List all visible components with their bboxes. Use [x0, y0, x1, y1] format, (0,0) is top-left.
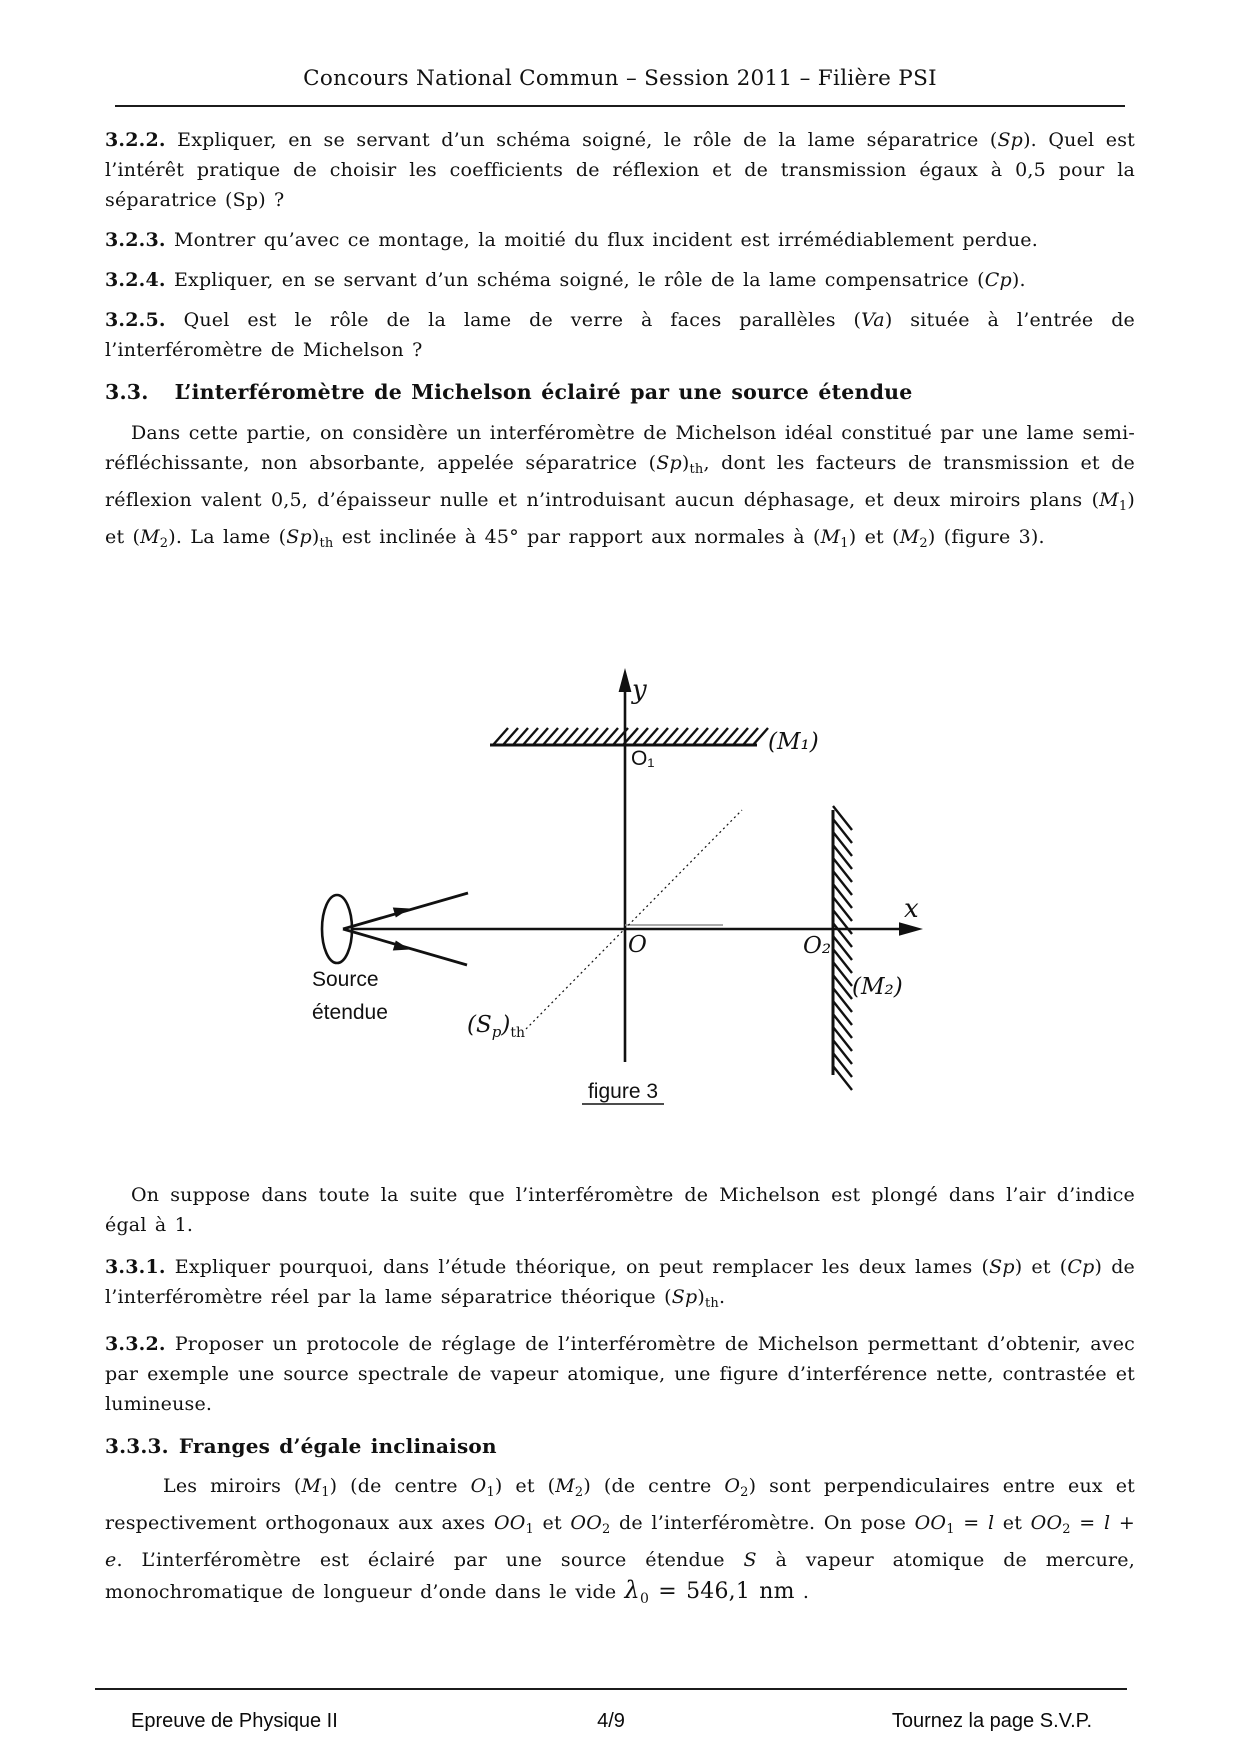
- beamsplitter-line: [526, 810, 742, 1029]
- text-column-top: [105, 125, 1135, 569]
- paragraph-3-3-1: 3.3.1. Expliquer pourquoi, dans l’étude théorique, on peut remplacer les deux lames (Sp) et (Cp) de l’interféromètre réel par la lame séparatrice théorique $(Sp)_{th}$.: [105, 1256, 1135, 1311]
- section-title: Franges d’égale inclinaison: [178, 1434, 497, 1458]
- paragraph-3-3-2: 3.3.2. Proposer un protocole de réglage de l’interféromètre de Michelson permettant d’obtenir, avec par exemple une source spectrale de vapeur atomique, une figure d’interférence nette, contrastée et lumineuse.: [105, 1333, 1135, 1415]
- paragraph-intro-3-3: Dans cette partie, on considère un interféromètre de Michelson idéal constitué par une lame semi-réfléchissante, non absorbante, appelée séparatrice $(Sp)_{th}$, dont les facteurs de transmission et de réflexion valent 0,5, d’épaisseur nulle et n’introduisant aucun déphasage, et deux miroirs plans $(M_1)$ et $(M_2)$. La lame $(Sp)_{th}$ est inclinée à 45° par rapport aux normales à $(M_1)$ et $(M_2)$ (figure 3).: [105, 422, 1135, 551]
- section-number: 3.3.: [105, 380, 149, 404]
- source-label-line2: étendue: [312, 1001, 388, 1024]
- source-label-line1: Source: [312, 968, 379, 991]
- footer-exam-name: Epreuve de Physique II: [131, 1710, 338, 1732]
- beamsplitter-label: $(S_p)_{th}$: [467, 1012, 525, 1041]
- y-axis-arrowhead: [619, 668, 632, 692]
- mirror2-hatching: [833, 806, 852, 1090]
- text-column-bottom: [105, 1180, 1135, 1624]
- page-header-title: Concours National Commun – Session 2011 – Filière PSI: [115, 66, 1125, 107]
- page-footer: [95, 1688, 1127, 1733]
- source-ray-upper-arrowhead: [393, 908, 410, 918]
- o2-label: O₂: [803, 933, 832, 959]
- y-axis-label: y: [632, 675, 647, 705]
- mirror2-label: (M₂): [852, 974, 903, 1000]
- paragraph-3-2-4: 3.2.4. Expliquer, en se servant d’un schéma soigné, le rôle de la lame compensatrice (Cp).: [105, 269, 1026, 291]
- paragraph-on-suppose: On suppose dans toute la suite que l’interféromètre de Michelson est plongé dans l’air d’indice égal à 1.: [105, 1184, 1135, 1236]
- section-title: L’interféromètre de Michelson éclairé par une source étendue: [174, 380, 913, 404]
- source-ray-lower-arrowhead: [393, 941, 410, 951]
- paragraph-3-2-2: 3.2.2. Expliquer, en se servant d’un schéma soigné, le rôle de la lame séparatrice (Sp). Quel est l’intérêt pratique de choisir les coefficients de réflexion et de transmission égaux à 0,5 pour la séparatrice (Sp) ?: [105, 129, 1135, 211]
- mirror1-hatching: [493, 728, 768, 745]
- origin-label: O: [628, 932, 647, 958]
- section-heading-3-3-3: [105, 1431, 1135, 1461]
- mirror1-label: (M₁): [768, 729, 819, 755]
- section-heading-3-3: [105, 377, 1135, 408]
- o1-label: O₁: [631, 747, 655, 770]
- paragraph-3-2-5: 3.2.5. Quel est le rôle de la lame de verre à faces parallèles (Va) située à l’entrée de l’interféromètre de Michelson ?: [105, 309, 1135, 361]
- figure-3-diagram: [105, 595, 1135, 1110]
- paragraph-franges: Les miroirs $(M_1)$ (de centre $O_1$) et $(M_2)$ (de centre $O_2$) sont perpendiculaires entre eux et respectivement orthogonaux aux axes $OO_1$ et $OO_2$ de l’interféromètre. On pose $OO_1 = l$ et $OO_2 = l + e$. L’interféromètre est éclairé par une source étendue S à vapeur atomique de mercure, monochromatique de longueur d’onde dans le vide $\lambda_0 = 546,1$ nm .: [105, 1475, 1136, 1607]
- x-axis-arrowhead: [899, 922, 923, 936]
- figure-caption: figure 3: [587, 1080, 659, 1103]
- paragraph-3-2-3: 3.2.3. Montrer qu’avec ce montage, la moitié du flux incident est irrémédiablement perdue.: [105, 229, 1038, 251]
- footer-page-number: 4/9: [597, 1710, 625, 1732]
- section-number: 3.3.3.: [105, 1434, 169, 1458]
- footer-turn-page: Tournez la page S.V.P.: [891, 1710, 1092, 1732]
- x-axis-label: x: [904, 894, 919, 924]
